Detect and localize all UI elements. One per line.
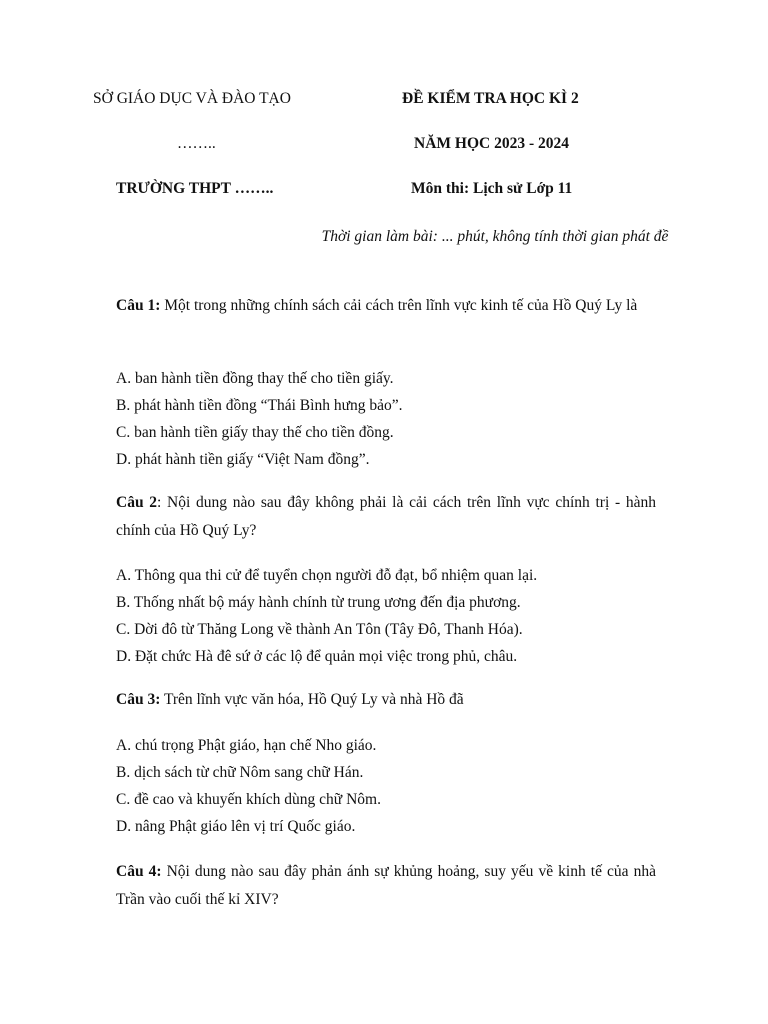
school-year: NĂM HỌC 2023 - 2024 <box>414 135 569 152</box>
question-4 <box>116 858 656 914</box>
department-blank: …….. <box>177 135 216 152</box>
question-label: Câu 3: <box>116 691 161 708</box>
question-2-option-c: C. Dời đô từ Thăng Long về thành An Tôn (Tây Đô, Thanh Hóa). <box>116 621 523 638</box>
question-3-option-b: B. dịch sách từ chữ Nôm sang chữ Hán. <box>116 764 364 781</box>
question-text: Nội dung nào sau đây phản ánh sự khủng hoảng, suy yếu về kinh tế của nhà Trần vào cuối thế kỉ XIV? <box>116 863 656 908</box>
question-label: Câu 4: <box>116 863 162 880</box>
question-1-option-d: D. phát hành tiền giấy “Việt Nam đồng”. <box>116 451 370 468</box>
question-2-option-a: A. Thông qua thi cử để tuyển chọn người đỗ đạt, bổ nhiệm quan lại. <box>116 567 538 584</box>
question-text: : Nội dung nào sau đây không phải là cải cách trên lĩnh vực chính trị - hành chính của Hồ Quý Ly? <box>116 494 656 539</box>
question-2 <box>116 489 656 545</box>
question-3-option-d: D. nâng Phật giáo lên vị trí Quốc giáo. <box>116 818 356 835</box>
time-note: Thời gian làm bài: ... phút, không tính thời gian phát đề <box>321 228 669 245</box>
question-3-option-a: A. chú trọng Phật giáo, hạn chế Nho giáo. <box>116 737 377 754</box>
school-name: TRƯỜNG THPT …….. <box>116 180 274 197</box>
question-3 <box>116 686 656 714</box>
question-1-option-a: A. ban hành tiền đồng thay thế cho tiền giấy. <box>116 370 394 387</box>
question-3-option-c: C. đề cao và khuyến khích dùng chữ Nôm. <box>116 791 381 808</box>
question-text: Một trong những chính sách cải cách trên lĩnh vực kinh tế của Hồ Quý Ly là <box>160 297 638 314</box>
question-1-option-b: B. phát hành tiền đồng “Thái Bình hưng bảo”. <box>116 397 403 414</box>
question-2-option-b: B. Thống nhất bộ máy hành chính từ trung ương đến địa phương. <box>116 594 521 611</box>
question-label: Câu 2 <box>116 494 158 511</box>
question-1 <box>116 292 656 320</box>
question-2-option-d: D. Đặt chức Hà đê sứ ở các lộ để quản mọi việc trong phủ, châu. <box>116 648 518 665</box>
department-name: SỞ GIÁO DỤC VÀ ĐÀO TẠO <box>93 90 291 107</box>
question-text: Trên lĩnh vực văn hóa, Hồ Quý Ly và nhà Hồ đã <box>160 691 464 708</box>
question-1-option-c: C. ban hành tiền giấy thay thế cho tiền đồng. <box>116 424 394 441</box>
question-label: Câu 1: <box>116 297 161 314</box>
exam-subject: Môn thi: Lịch sử Lớp 11 <box>411 180 573 197</box>
exam-title: ĐỀ KIỂM TRA HỌC KÌ 2 <box>402 90 579 107</box>
